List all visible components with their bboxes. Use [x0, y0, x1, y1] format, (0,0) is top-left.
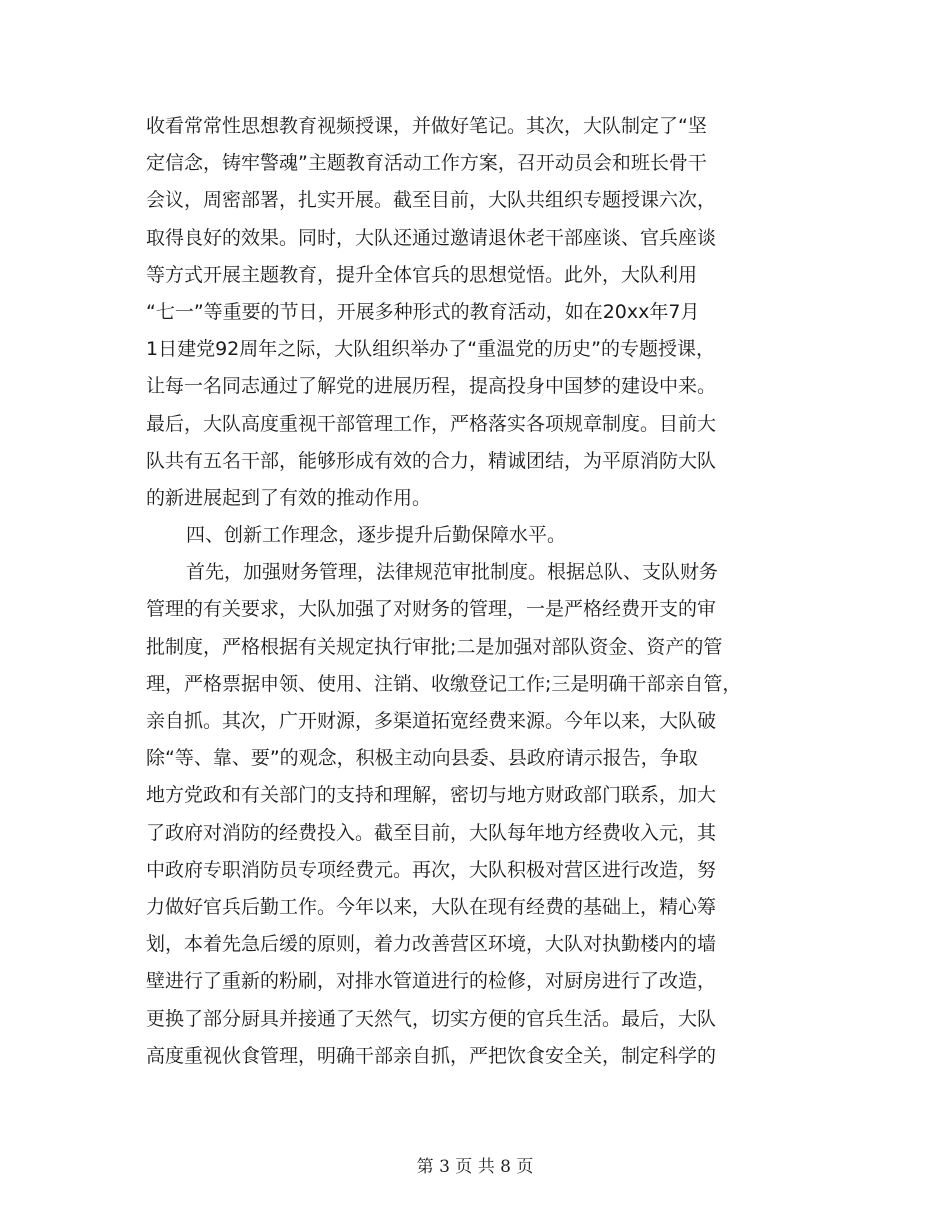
text-line: 划，本着先急后缓的原则，着力改善营区环境，大队对执勤楼内的墙 — [146, 933, 717, 956]
page-number-footer: 第 3 页 共 8 页 — [416, 1157, 534, 1177]
text-line: 高度重视伙食管理，明确干部亲自抓，严把饮食安全关，制定科学的 — [146, 1044, 717, 1067]
text-line: 最后，大队高度重视干部管理工作，严格落实各项规章制度。目前大 — [146, 412, 717, 435]
text-line: 队共有五名干部，能够形成有效的合力，精诚团结，为平原消防大队 — [146, 449, 717, 472]
text-line: 力做好官兵后勤工作。今年以来，大队在现有经费的基础上，精心筹 — [146, 895, 717, 918]
text-line: 等方式开展主题教育，提升全体官兵的思想觉悟。此外，大队利用 — [146, 263, 698, 286]
text-line: 中政府专职消防员专项经费元。再次，大队积极对营区进行改造，努 — [146, 858, 717, 881]
text-line: 让每一名同志通过了解党的进展历程，提高投身中国梦的建设中来。 — [146, 375, 717, 398]
text-line: 定信念，铸牢警魂”主题教育活动工作方案，召开动员会和班长骨干 — [146, 152, 707, 175]
text-line: 会议，周密部署，扎实开展。截至目前，大队共组织专题授课六次， — [146, 189, 717, 212]
text-line: 除“等、靠、要”的观念，积极主动向县委、县政府请示报告，争取 — [146, 747, 698, 770]
text-line: 收看常常性思想教育视频授课，并做好笔记。其次，大队制定了“坚 — [146, 115, 707, 137]
body-text — [146, 108, 806, 1075]
section-heading: 四、创新工作理念，逐步提升后勤保障水平。 — [186, 524, 567, 547]
text-line: 亲自抓。其次，广开财源，多渠道拓宽经费来源。今年以来，大队破 — [146, 710, 717, 732]
text-line: 1日建党92周年之际，大队组织举办了“重温党的历史”的专题授课， — [146, 338, 715, 361]
text-line: 的新进展起到了有效的推动作用。 — [146, 486, 432, 509]
text-line: “七一”等重要的节日，开展多种形式的教育活动，如在20xx年7月 — [146, 300, 700, 323]
text-line: 了政府对消防的经费投入。截至目前，大队每年地方经费收入元，其 — [146, 821, 717, 844]
text-line: 批制度，严格根据有关规定执行审批;二是加强对部队资金、资产的管 — [146, 635, 723, 658]
text-line: 地方党政和有关部门的支持和理解，密切与地方财政部门联系，加大 — [146, 784, 717, 807]
paragraph-start-line: 首先，加强财务管理，法律规范审批制度。根据总队、支队财务 — [186, 561, 719, 584]
text-line: 管理的有关要求，大队加强了对财务的管理，一是严格经费开支的审 — [146, 598, 717, 621]
text-line: 更换了部分厨具并接通了天然气，切实方便的官兵生活。最后，大队 — [146, 1007, 717, 1030]
text-line: 取得良好的效果。同时，大队还通过邀请退休老干部座谈、官兵座谈 — [146, 226, 717, 249]
text-line: 理，严格票据申领、使用、注销、收缴登记工作;三是明确干部亲自管， — [146, 672, 742, 695]
text-line: 壁进行了重新的粉刷，对排水管道进行的检修，对厨房进行了改造， — [146, 970, 717, 993]
